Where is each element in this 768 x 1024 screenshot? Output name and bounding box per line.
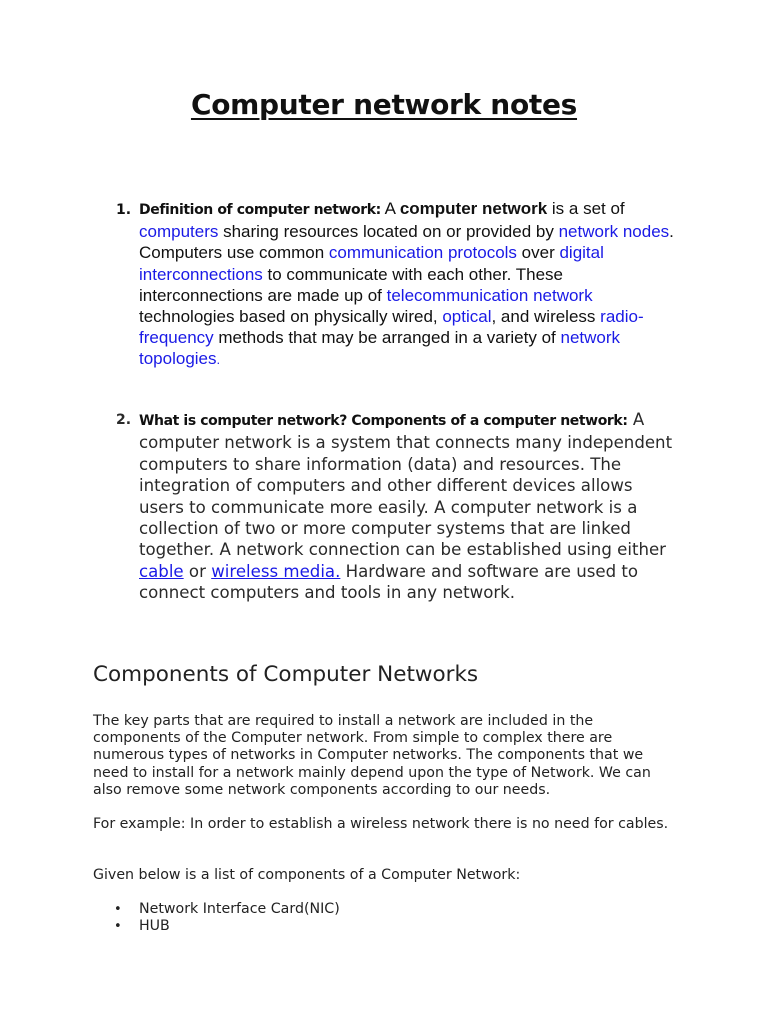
list-number: 1. — [116, 202, 132, 218]
bullet-icon: • — [114, 919, 122, 935]
list-item-components — [116, 409, 679, 604]
bullet-text: Network Interface Card(NIC) — [139, 901, 340, 917]
term-computer-network: computer network — [399, 199, 548, 218]
definition-lead: Definition of computer network: — [139, 202, 381, 218]
text-run: , and wireless — [491, 307, 601, 327]
document-title: Computer network notes — [190, 88, 578, 121]
link-optical[interactable]: optical — [442, 307, 492, 327]
link-cable[interactable]: cable — [139, 561, 184, 581]
text-run: technologies based on physically wired, — [139, 307, 443, 327]
list-item-definition — [116, 198, 679, 371]
link-digital-interconnections[interactable]: digital interconnections — [139, 243, 604, 284]
bullet-icon: • — [114, 902, 122, 917]
text-run: is a set of — [547, 199, 625, 218]
paragraph-example: For example: In order to establish a wireless network there is no need for cables. — [93, 816, 669, 832]
text-run: over — [516, 243, 560, 263]
text-run: . Computers use common — [139, 222, 674, 263]
text-run: A — [380, 199, 400, 218]
text-run: or — [183, 561, 212, 581]
components-bullet-list — [93, 901, 340, 936]
paragraph-list-intro: Given below is a list of components of a Computer Network: — [93, 867, 521, 883]
text-run: . — [216, 352, 221, 368]
link-wireless-media[interactable]: wireless media. — [211, 561, 341, 581]
text-run: to communicate with each other. These interconnections are made up of — [139, 264, 563, 305]
list-item — [93, 918, 340, 935]
components-lead: What is computer network? Components of a computer network: — [139, 413, 628, 429]
link-network-topologies[interactable]: network topologies — [139, 328, 621, 369]
link-network-nodes[interactable]: network nodes — [558, 222, 670, 242]
section-heading: Components of Computer Networks — [93, 662, 479, 687]
list-number: 2. — [116, 412, 132, 428]
link-computers[interactable]: computers — [139, 222, 219, 242]
text-run: sharing resources located on or provided by — [218, 222, 559, 242]
text-run: Hardware and software are used to connect computers and tools in any network. — [139, 561, 639, 603]
text-run: methods that may be arranged in a variety of — [213, 328, 561, 348]
link-communication-protocols[interactable]: communication protocols — [328, 243, 517, 263]
link-telecommunication-network[interactable]: telecommunication network — [386, 285, 593, 305]
text-run: A computer network is a system that connects many independent computers to share information (data) and resources. The integration of computers and other different devices allows users to communicate more easily. A computer network is a collection of two or more computer systems that are linked together. A network connection can be established using either — [139, 410, 673, 560]
list-item — [93, 901, 340, 918]
paragraph-key-parts: The key parts that are required to install a network are included in the components of the Computer network. From simple to complex there are numerous types of networks in Computer networks. The components that we need to install for a network mainly depend upon the type of Network. We can also remove some network components according to our needs. — [93, 713, 651, 798]
link-radio-frequency[interactable]: radio-frequency — [139, 307, 644, 348]
bullet-text: HUB — [139, 918, 170, 935]
